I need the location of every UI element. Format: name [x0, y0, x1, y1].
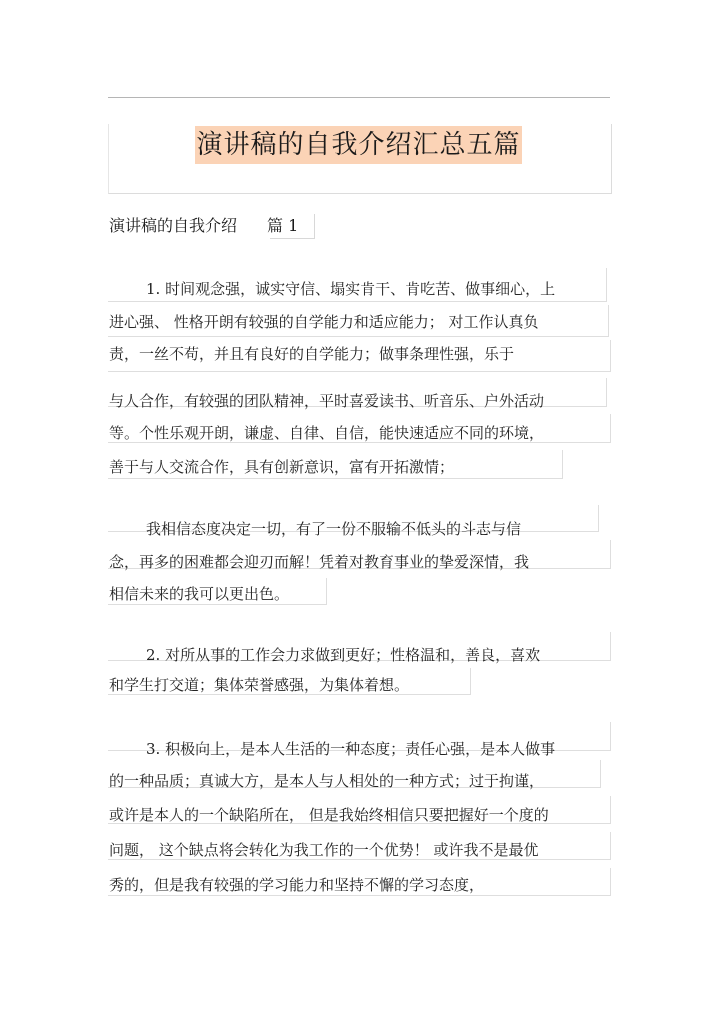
paragraph-line: 1. 时间观念强，诚实守信、塌实肯干、肯吃苦、做事细心，上 — [146, 280, 556, 298]
paragraph-line: 进心强、 性格开朗有较强的自学能力和适应能力； 对工作认真负 — [109, 313, 539, 331]
document-title: 演讲稿的自我介绍汇总五篇 — [195, 126, 522, 164]
top-divider — [108, 97, 610, 98]
paragraph-line: 问题， 这个缺点将会转化为我工作的一个优势！ 或许我不是最优 — [109, 841, 539, 859]
paragraph-line: 或许是本人的一个缺陷所在， 但是我始终相信只要把握好一个度的 — [109, 806, 549, 824]
paragraph-line: 与人合作，有较强的团队精神，平时喜爱读书、听音乐、户外活动 — [109, 392, 545, 410]
section-heading — [109, 214, 298, 238]
paragraph-line: 和学生打交道；集体荣誉感强，为集体着想。 — [109, 676, 410, 694]
paragraph-line: 3. 积极向上，是本人生活的一种态度；责任心强，是本人做事 — [146, 740, 556, 758]
paragraph-line: 善于与人交流合作，具有创新意识，富有开拓激情； — [109, 458, 455, 476]
paragraph-line: 秀的，但是我有较强的学习能力和坚持不懈的学习态度， — [109, 876, 485, 894]
paragraph-line: 念，再多的困难都会迎刃而解！凭着对教育事业的挚爱深情，我 — [109, 553, 530, 571]
paragraph-line: 责，一丝不苟，并且有良好的自学能力；做事条理性强，乐于 — [109, 345, 515, 363]
section-number: 篇 1 — [267, 216, 299, 235]
paragraph-line: 等。个性乐观开朗，谦虚、自律、自信，能快速适应不同的环境， — [109, 424, 545, 442]
paragraph-line: 的一种品质；真诚大方，是本人与人相处的一种方式；过于拘谨， — [109, 772, 545, 790]
section-heading-text: 演讲稿的自我介绍 — [109, 216, 238, 235]
paragraph-line: 我相信态度决定一切，有了一份不服输不低头的斗志与信 — [146, 520, 522, 538]
paragraph-line: 2. 对所从事的工作会力求做到更好；性格温和，善良，喜欢 — [146, 646, 541, 664]
paragraph-line: 相信未来的我可以更出色。 — [109, 585, 290, 603]
